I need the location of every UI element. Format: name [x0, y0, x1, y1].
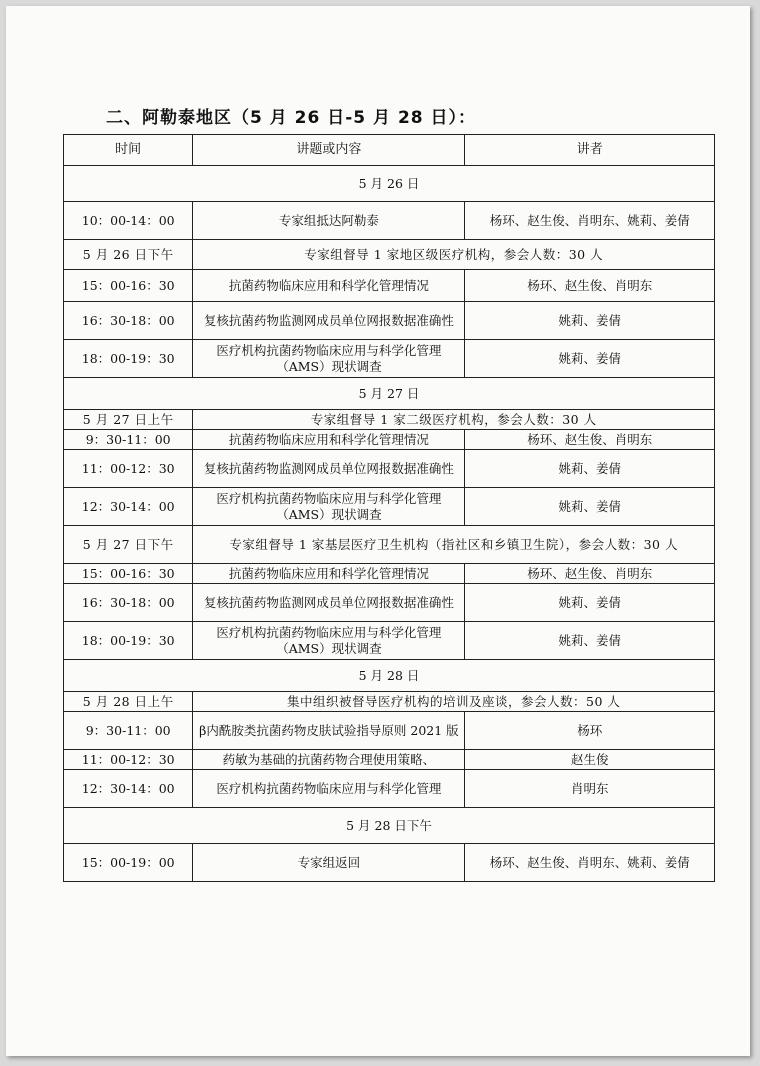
section-heading: 二、阿勒泰地区（5 月 26 日-5 月 28 日）： — [106, 108, 477, 128]
header-content: 讲题或内容 — [193, 135, 465, 166]
schedule-table — [63, 134, 715, 882]
session-row — [64, 526, 715, 564]
speaker-cell: 姚莉、姜倩 — [465, 488, 715, 526]
table-row — [64, 270, 715, 302]
content-cell: 抗菌药物临床应用和科学化管理情况 — [193, 564, 465, 584]
table-row — [64, 712, 715, 750]
table-row — [64, 430, 715, 450]
session-cell: 集中组织被督导医疗机构的培训及座谈，参会人数：50 人 — [193, 692, 715, 712]
time-cell: 9：30-11：00 — [64, 712, 193, 750]
speaker-cell: 杨环、赵生俊、肖明东、姚莉、姜倩 — [465, 844, 715, 882]
session-cell: 专家组督导 1 家地区级医疗机构，参会人数：30 人 — [193, 240, 715, 270]
table-row — [64, 770, 715, 808]
table-row — [64, 844, 715, 882]
speaker-cell: 肖明东 — [465, 770, 715, 808]
table-header-row — [64, 135, 715, 166]
date-row — [64, 660, 715, 692]
table-row — [64, 302, 715, 340]
content-cell: 医疗机构抗菌药物临床应用与科学化管理（AMS）现状调查 — [193, 622, 465, 660]
table-row — [64, 202, 715, 240]
content-cell: 复核抗菌药物监测网成员单位网报数据准确性 — [193, 450, 465, 488]
time-cell: 12：30-14：00 — [64, 488, 193, 526]
content-cell: 抗菌药物临床应用和科学化管理情况 — [193, 270, 465, 302]
date-cell: 5 月 28 日 — [64, 660, 715, 692]
header-time: 时间 — [64, 135, 193, 166]
time-cell: 16：30-18：00 — [64, 584, 193, 622]
time-cell: 5 月 27 日下午 — [64, 526, 193, 564]
content-cell: β内酰胺类抗菌药物皮肤试验指导原则 2021 版 — [193, 712, 465, 750]
content-cell: 医疗机构抗菌药物临床应用与科学化管理（AMS）现状调查 — [193, 488, 465, 526]
speaker-cell: 姚莉、姜倩 — [465, 622, 715, 660]
speaker-cell: 杨环、赵生俊、肖明东 — [465, 430, 715, 450]
speaker-cell: 杨环、赵生俊、肖明东 — [465, 564, 715, 584]
content-cell: 医疗机构抗菌药物临床应用与科学化管理（AMS）现状调查 — [193, 340, 465, 378]
speaker-cell: 杨环、赵生俊、肖明东 — [465, 270, 715, 302]
speaker-cell: 赵生俊 — [465, 750, 715, 770]
date-row — [64, 378, 715, 410]
table-row — [64, 488, 715, 526]
time-cell: 18：00-19：30 — [64, 340, 193, 378]
content-cell: 专家组抵达阿勒泰 — [193, 202, 465, 240]
content-cell: 专家组返回 — [193, 844, 465, 882]
table-row — [64, 450, 715, 488]
document-page — [6, 6, 750, 1056]
speaker-cell: 姚莉、姜倩 — [465, 584, 715, 622]
content-cell: 药敏为基础的抗菌药物合理使用策略、 — [193, 750, 465, 770]
content-cell: 抗菌药物临床应用和科学化管理情况 — [193, 430, 465, 450]
time-cell: 15：00-16：30 — [64, 270, 193, 302]
table-row — [64, 750, 715, 770]
session-cell: 专家组督导 1 家二级医疗机构，参会人数：30 人 — [193, 410, 715, 430]
speaker-cell: 杨环 — [465, 712, 715, 750]
time-cell: 12：30-14：00 — [64, 770, 193, 808]
time-cell: 11：00-12：30 — [64, 450, 193, 488]
speaker-cell: 杨环、赵生俊、肖明东、姚莉、姜倩 — [465, 202, 715, 240]
speaker-cell: 姚莉、姜倩 — [465, 450, 715, 488]
time-cell: 15：00-16：30 — [64, 564, 193, 584]
time-cell: 18：00-19：30 — [64, 622, 193, 660]
table-row — [64, 584, 715, 622]
speaker-cell: 姚莉、姜倩 — [465, 340, 715, 378]
session-row — [64, 240, 715, 270]
time-cell: 5 月 28 日上午 — [64, 692, 193, 712]
content-cell: 复核抗菌药物监测网成员单位网报数据准确性 — [193, 584, 465, 622]
time-cell: 10：00-14：00 — [64, 202, 193, 240]
table-row — [64, 622, 715, 660]
date-row — [64, 808, 715, 844]
date-cell: 5 月 28 日下午 — [64, 808, 715, 844]
table-row — [64, 340, 715, 378]
time-cell: 11：00-12：30 — [64, 750, 193, 770]
table-row — [64, 564, 715, 584]
time-cell: 9：30-11：00 — [64, 430, 193, 450]
date-cell: 5 月 26 日 — [64, 166, 715, 202]
time-cell: 5 月 26 日下午 — [64, 240, 193, 270]
time-cell: 16：30-18：00 — [64, 302, 193, 340]
session-cell: 专家组督导 1 家基层医疗卫生机构（指社区和乡镇卫生院），参会人数：30 人 — [193, 526, 715, 564]
content-cell: 复核抗菌药物监测网成员单位网报数据准确性 — [193, 302, 465, 340]
date-cell: 5 月 27 日 — [64, 378, 715, 410]
session-row — [64, 410, 715, 430]
date-row — [64, 166, 715, 202]
session-row — [64, 692, 715, 712]
header-speaker: 讲者 — [465, 135, 715, 166]
content-cell: 医疗机构抗菌药物临床应用与科学化管理 — [193, 770, 465, 808]
time-cell: 15：00-19：00 — [64, 844, 193, 882]
time-cell: 5 月 27 日上午 — [64, 410, 193, 430]
speaker-cell: 姚莉、姜倩 — [465, 302, 715, 340]
